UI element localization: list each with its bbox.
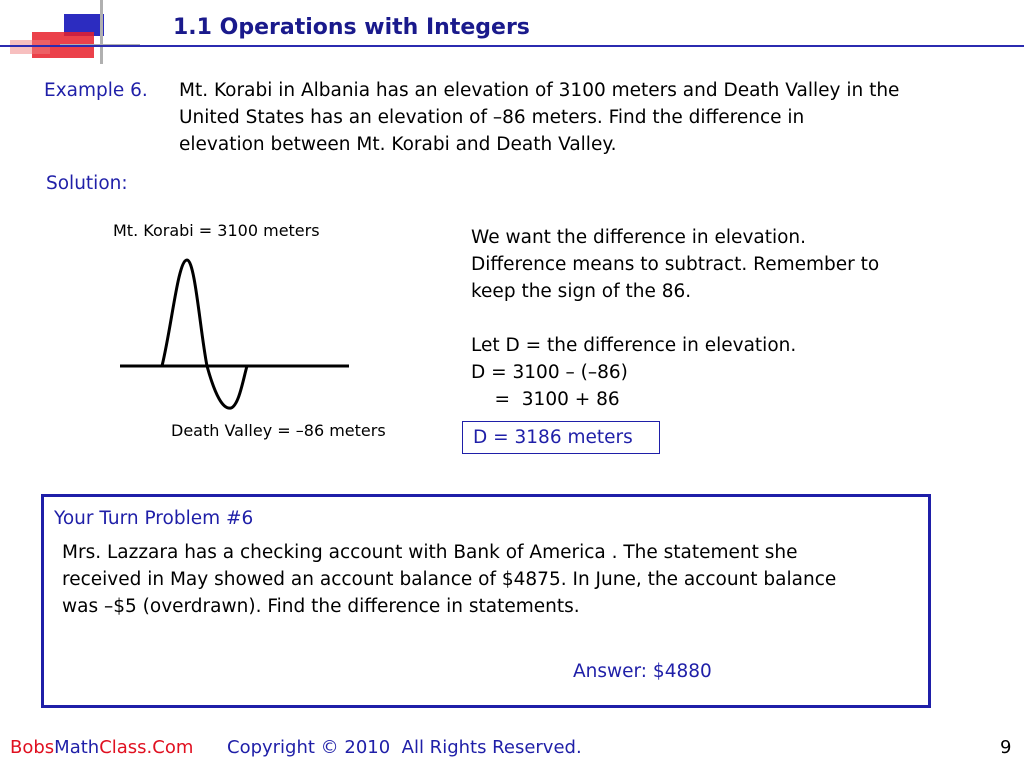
your-turn-text	[62, 539, 836, 620]
title-divider	[0, 45, 1024, 47]
page-number: 9	[1000, 737, 1012, 758]
explanation-line: Let D = the difference in elevation.	[471, 335, 797, 356]
explanation-line	[471, 305, 879, 332]
result-text: D = 3186 meters	[473, 427, 633, 448]
example-text	[179, 77, 899, 158]
brand-part-2: Math	[54, 737, 100, 758]
explanation-text	[471, 224, 879, 413]
diagram-top-label: Mt. Korabi = 3100 meters	[113, 221, 320, 240]
diagram-bottom-label: Death Valley = –86 meters	[171, 421, 386, 440]
your-turn-line: Mrs. Lazzara has a checking account with Bank of America . The statement she	[62, 542, 798, 563]
explanation-line: We want the difference in elevation.	[471, 227, 807, 248]
elevation-curve	[162, 260, 247, 408]
example-label: Example 6.	[44, 80, 148, 101]
example-line: United States has an elevation of –86 meters. Find the difference in	[179, 107, 805, 128]
your-turn-answer: Answer: $4880	[573, 661, 712, 682]
brand-part-3: Class.Com	[99, 737, 194, 758]
elevation-diagram	[115, 255, 355, 415]
example-line: Mt. Korabi in Albania has an elevation of 3100 meters and Death Valley in the	[179, 80, 900, 101]
logo-squares-icon	[0, 0, 140, 64]
explanation-line: Difference means to subtract. Remember to	[471, 254, 880, 275]
brand-part-1: Bobs	[10, 737, 55, 758]
solution-label: Solution:	[46, 173, 128, 194]
your-turn-line: received in May showed an account balance of $4875. In June, the account balance	[62, 569, 837, 590]
your-turn-line: was –$5 (overdrawn). Find the difference in statements.	[62, 596, 580, 617]
logo	[0, 0, 140, 64]
example-line: elevation between Mt. Korabi and Death Valley.	[179, 134, 617, 155]
page-title: 1.1 Operations with Integers	[173, 15, 530, 40]
result-box	[462, 421, 660, 454]
your-turn-heading: Your Turn Problem #6	[54, 508, 254, 529]
explanation-line: = 3100 + 86	[471, 389, 620, 410]
footer-copyright: Copyright © 2010 All Rights Reserved.	[227, 737, 582, 758]
explanation-line: D = 3100 – (–86)	[471, 362, 628, 383]
your-turn-box	[41, 494, 931, 708]
explanation-line: keep the sign of the 86.	[471, 281, 692, 302]
footer-brand	[10, 737, 193, 758]
